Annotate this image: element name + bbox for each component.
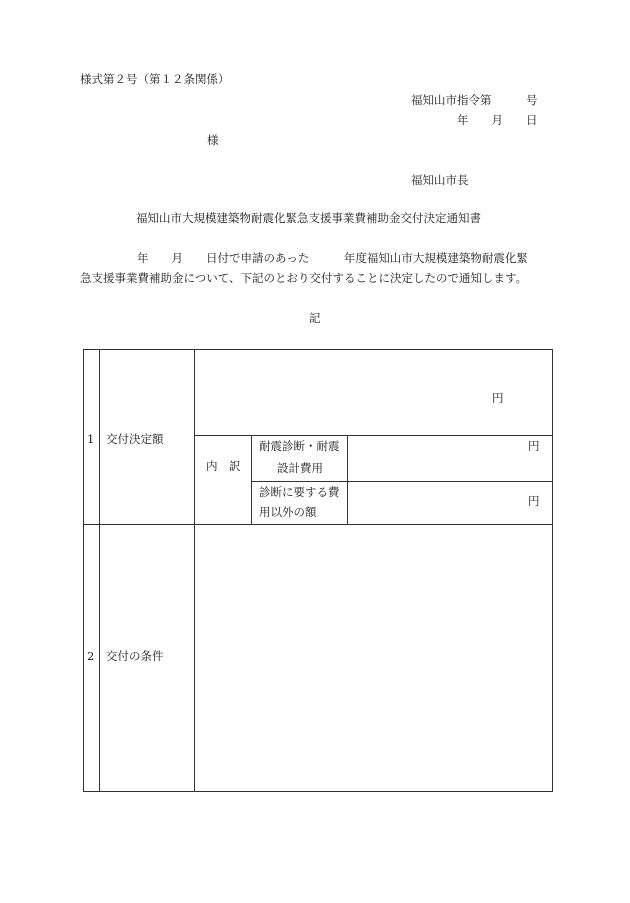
body-line-1: 年 月 日付で申請のあった 年度福知山市大規模建築物耐震化緊 [137,251,528,265]
breakdown-item-1-line-2: 設計費用 [277,461,323,475]
addressee-suffix: 様 [207,133,219,147]
breakdown-item-1-line-1: 耐震診断・耐震 [259,439,340,453]
breakdown-item-2-line-1: 診断に要する費 [259,485,340,499]
row-2-number: 2 [87,649,95,663]
breakdown-label: 内 訳 [206,459,241,473]
breakdown-item-2-line-2: 用以外の額 [259,505,317,519]
total-amount-unit: 円 [492,391,504,405]
body-line-2: 急支援事業費補助金について、下記のとおり交付することに決定したので通知します。 [80,271,528,285]
date-line: 年 月 日 [457,113,538,127]
ki-marker: 記 [309,311,321,325]
row-1-number: 1 [87,432,95,446]
breakdown-item-2-unit: 円 [528,494,540,508]
document-title: 福知山市大規模建築物耐震化緊急支援事業費補助金交付決定通知書 [136,211,481,225]
breakdown-item-1-unit: 円 [528,439,540,453]
office-number: 福知山市指令第 号 [411,93,538,107]
row-1-label: 交付決定額 [106,432,164,446]
issuer: 福知山市長 [411,173,469,187]
row-2-label: 交付の条件 [106,649,164,663]
form-label: 様式第２号（第１２条関係） [80,72,230,86]
